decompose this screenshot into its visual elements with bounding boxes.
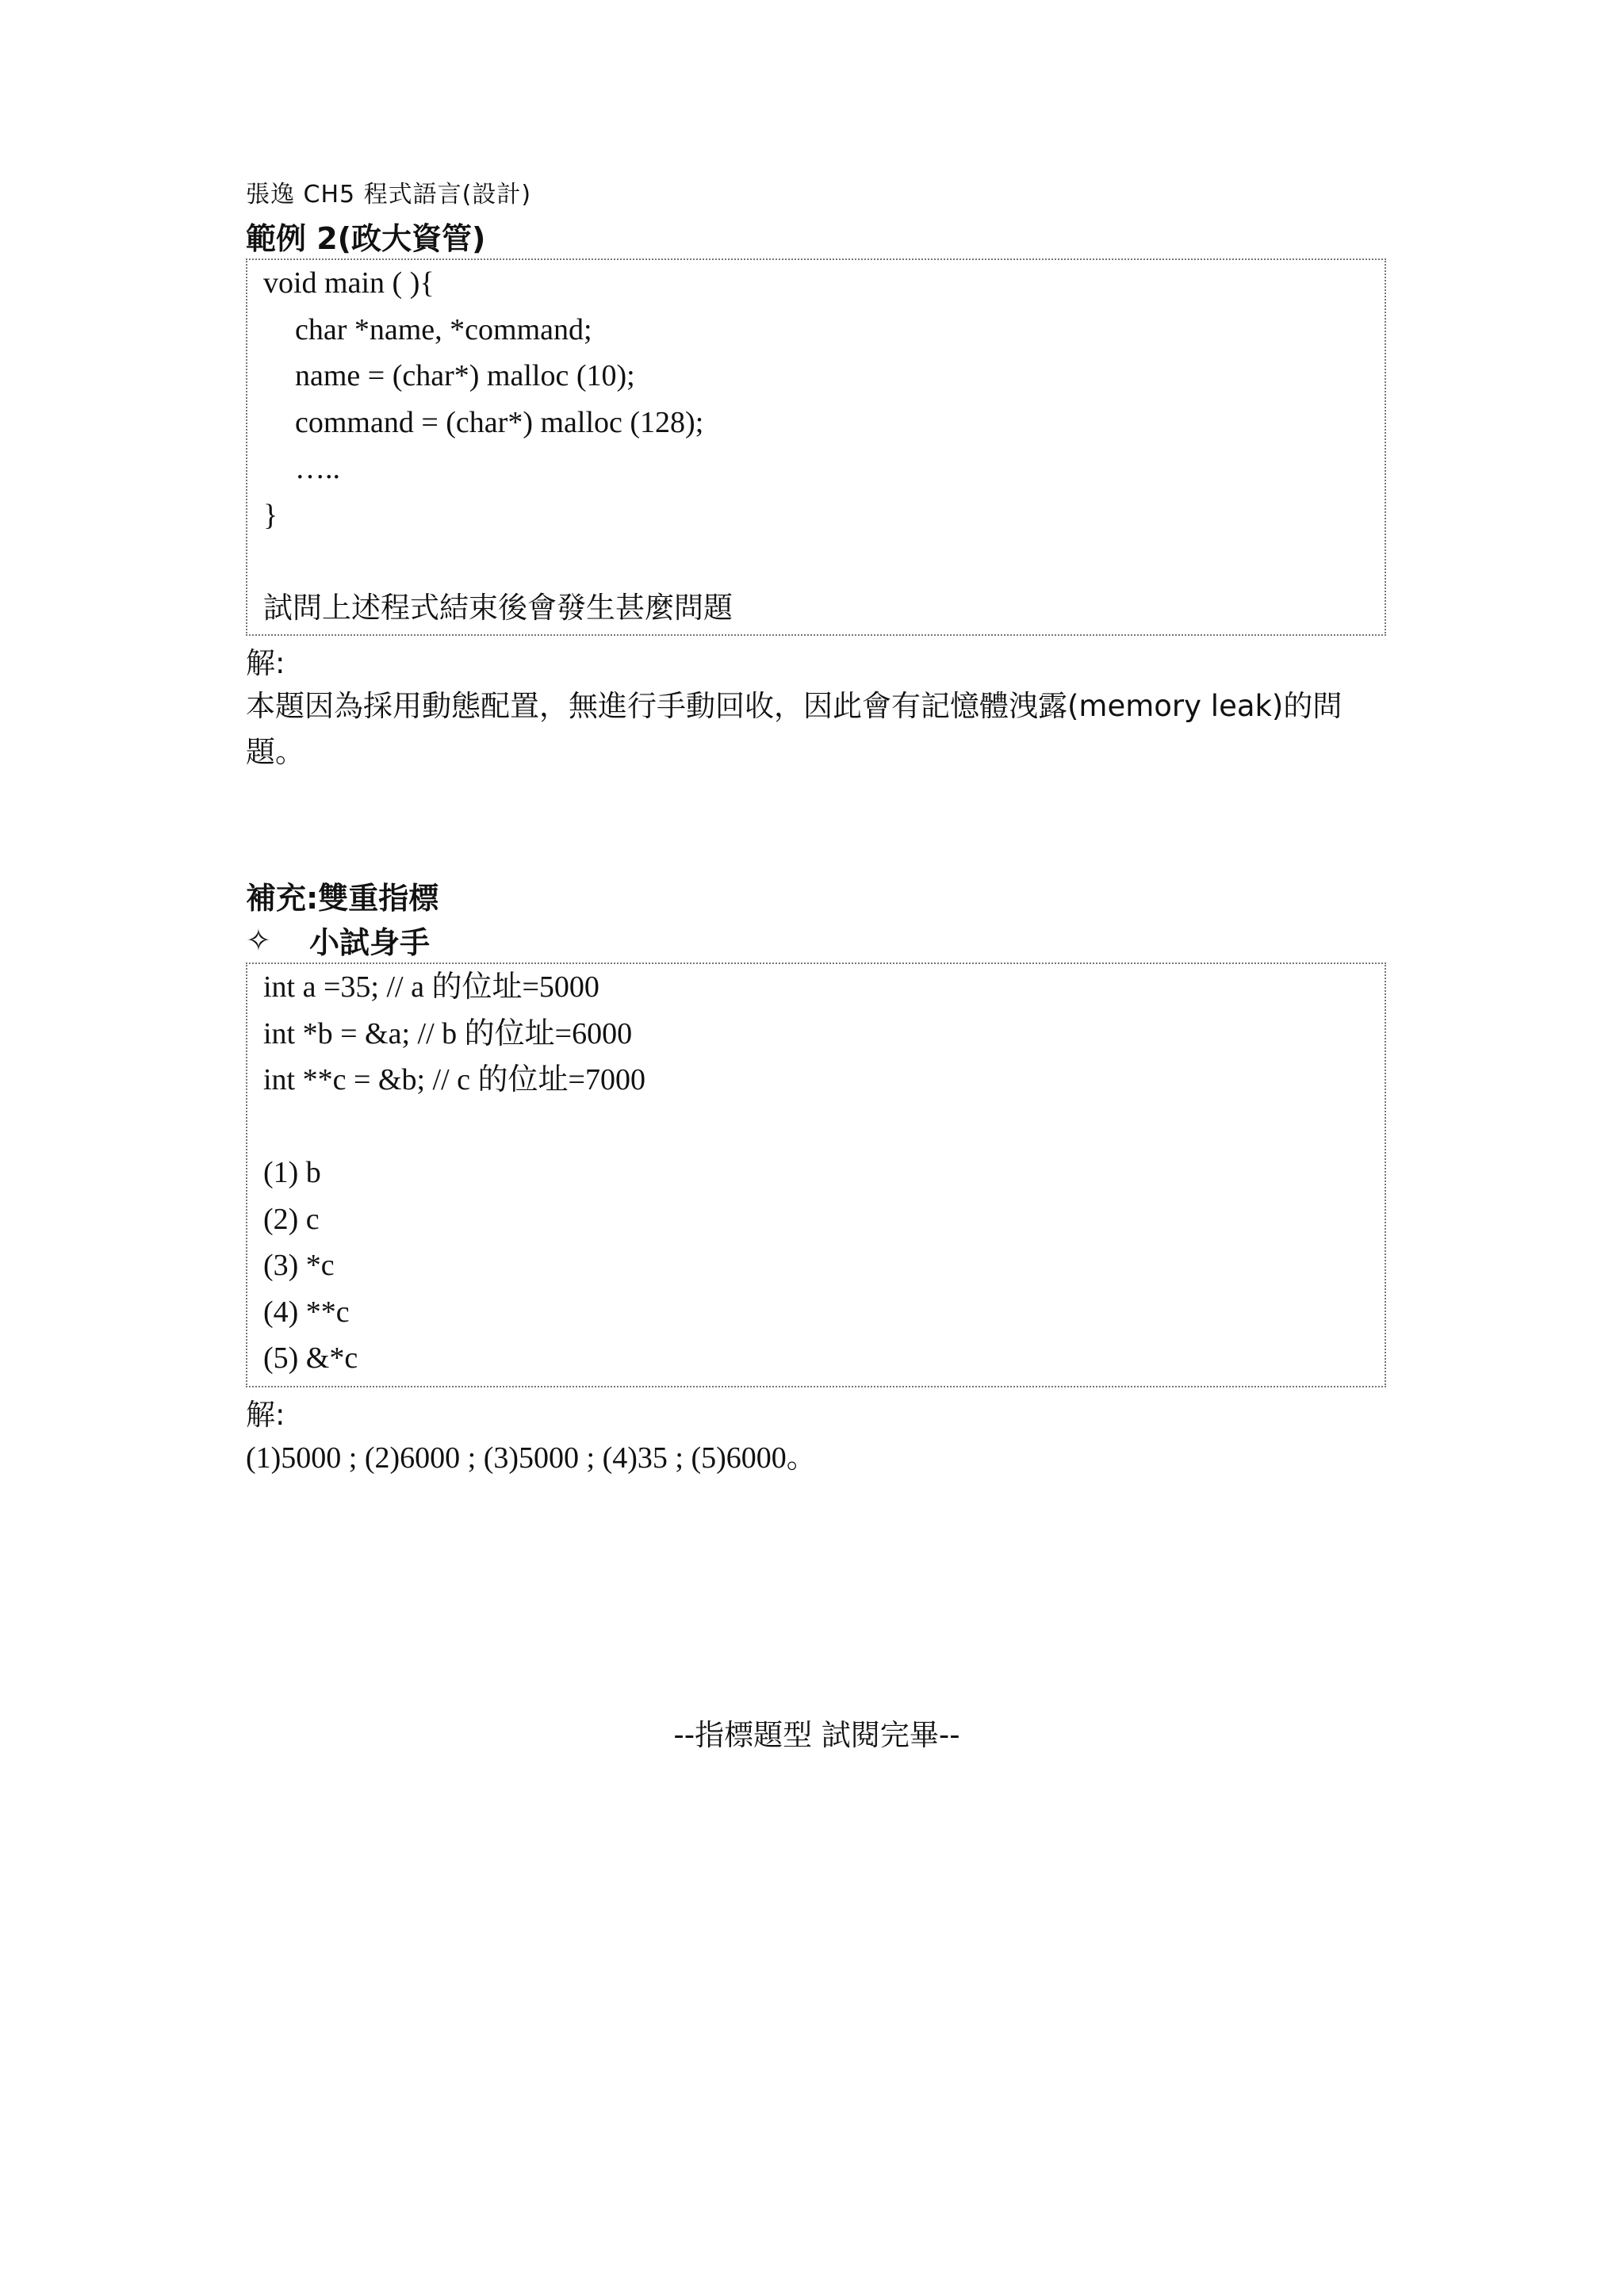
question-item: (2) c xyxy=(263,1202,320,1236)
code-line: void main ( ){ xyxy=(263,266,435,300)
code-line: ….. xyxy=(295,452,340,485)
blank-line xyxy=(263,538,1385,585)
question-item: (5) &*c xyxy=(263,1341,358,1375)
code-line: char *name, *command; xyxy=(295,312,592,346)
supplement-subtitle-text: 小試身手 xyxy=(309,925,431,960)
example-solution-label: 解: xyxy=(246,646,285,680)
blank-line xyxy=(263,1104,1385,1150)
example-question: 試問上述程式結束後會發生甚麼問題 xyxy=(263,590,733,625)
supplement-solution-label: 解: xyxy=(246,1398,285,1432)
example-title: 範例 2(政大資管) xyxy=(246,221,486,256)
question-item: (4) **c xyxy=(263,1295,350,1329)
code-line: name = (char*) malloc (10); xyxy=(295,359,635,392)
supplement-code-box xyxy=(246,962,1386,1387)
code-line: int *b = &a; // b 的位址=6000 xyxy=(263,1016,633,1050)
question-item: (3) *c xyxy=(263,1249,335,1282)
code-line: int **c = &b; // c 的位址=7000 xyxy=(263,1063,645,1096)
supplement-subtitle xyxy=(246,918,430,962)
question-item: (1) b xyxy=(263,1156,321,1189)
example-solution-text: 本題因為採用動態配置，無進行手動回收，因此會有記憶體洩露(memory leak)的問題。 xyxy=(246,689,1342,769)
code-line: int a =35; // a 的位址=5000 xyxy=(263,970,599,1004)
supplement-solution-text: (1)5000 ; (2)6000 ; (3)5000 ; (4)35 ; (5)6000。 xyxy=(246,1441,817,1475)
end-of-preview-footer: --指標題型 試閱完畢-- xyxy=(673,1718,960,1752)
supplement-title: 補充:雙重指標 xyxy=(246,881,439,916)
example-code-box xyxy=(246,258,1386,636)
diamond-bullet-icon: ✧ xyxy=(246,922,271,958)
code-line: command = (char*) malloc (128); xyxy=(295,405,704,439)
page-header: 張逸 CH5 程式語言(設計) xyxy=(246,181,532,209)
code-line: } xyxy=(263,498,278,532)
